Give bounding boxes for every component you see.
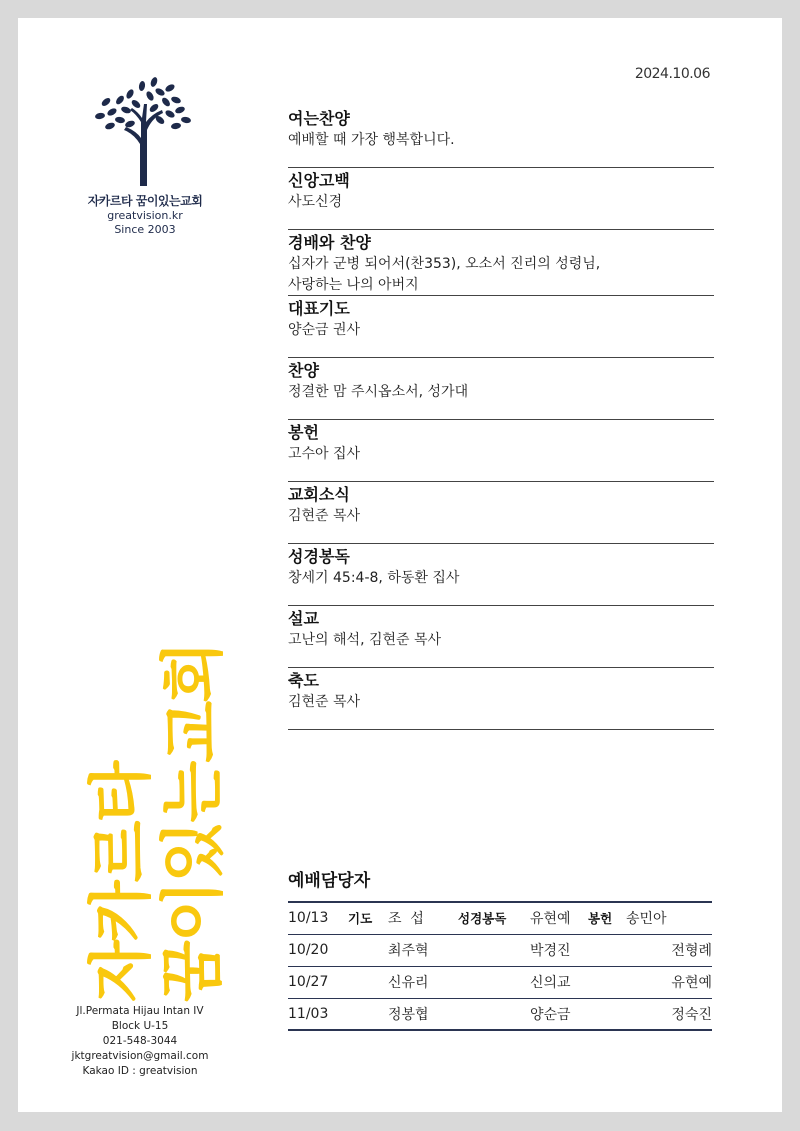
logo-church-name: 자카르타 꿈이있는교회 — [87, 194, 203, 208]
order-item-text: 사도신경 — [288, 194, 343, 210]
vertical-title-line2: 꿈이있는교회 — [157, 643, 231, 1002]
order-item-text: 십자가 군병 되어서(찬353), 오소서 진리의 성령님, — [288, 256, 601, 272]
order-item-text: 김현준 목사 — [288, 694, 361, 710]
bulletin-page — [18, 18, 782, 1112]
order-item-heading: 찬양 — [288, 361, 319, 380]
order-item — [288, 106, 714, 168]
order-item-text: 고난의 해석, 김현준 목사 — [288, 632, 442, 648]
table-row — [288, 966, 712, 998]
duty-prayer: 최주혁 — [388, 934, 458, 966]
duty-prayer: 조 섭 — [388, 902, 458, 934]
order-of-worship — [288, 106, 714, 730]
tree-logo-icon — [90, 74, 200, 186]
logo-site: greatvision.kr — [107, 209, 183, 222]
order-item-heading: 축도 — [288, 671, 319, 690]
contact-email: jktgreatvision@gmail.com — [71, 1050, 209, 1062]
contact-address2: Block U-15 — [111, 1020, 169, 1032]
order-item-text: 사랑하는 나의 아버지 — [288, 277, 419, 293]
duty-offering: 송민아 — [626, 902, 712, 934]
order-item — [288, 606, 714, 668]
duty-date: 10/13 — [288, 902, 348, 934]
duty-reading: 유현예 — [530, 902, 588, 934]
order-item — [288, 168, 714, 230]
duty-reading: 박경진 — [530, 934, 588, 966]
vertical-church-title — [64, 578, 231, 1008]
duty-date: 10/27 — [288, 966, 348, 998]
duty-offering: 전형례 — [626, 934, 712, 966]
duty-reading: 양순금 — [530, 998, 588, 1030]
contact-kakao: Kakao ID : greatvision — [82, 1065, 198, 1077]
order-item-heading: 설교 — [288, 609, 319, 628]
table-row — [288, 934, 712, 966]
contact-phone: 021-548-3044 — [102, 1035, 178, 1047]
table-row — [288, 998, 712, 1030]
order-item-heading: 경배와 찬양 — [288, 233, 371, 252]
vertical-title-line1: 자카르타 — [85, 762, 159, 1002]
duty-date: 11/03 — [288, 998, 348, 1030]
order-item — [288, 296, 714, 358]
prayer-label: 기도 — [348, 902, 388, 934]
order-item-heading: 대표기도 — [288, 299, 350, 318]
order-item-text: 정결한 맘 주시옵소서, 성가대 — [288, 384, 469, 400]
duty-table — [288, 901, 712, 1031]
order-item — [288, 230, 714, 296]
order-item — [288, 358, 714, 420]
order-item-heading: 신앙고백 — [288, 171, 350, 190]
order-item-text: 창세기 45:4-8, 하동환 집사 — [288, 570, 460, 586]
order-item-text: 김현준 목사 — [288, 508, 361, 524]
duty-offering: 정숙진 — [626, 998, 712, 1030]
order-item-heading: 교회소식 — [288, 485, 350, 504]
duty-reading: 신의교 — [530, 966, 588, 998]
order-item — [288, 668, 714, 730]
order-item-text: 예배할 때 가장 행복합니다. — [288, 132, 455, 148]
order-item-heading: 여는찬양 — [288, 109, 350, 128]
order-item — [288, 482, 714, 544]
bulletin-date: 2024.10.06 — [634, 66, 710, 82]
reading-label: 성경봉독 — [458, 902, 530, 934]
duty-offering: 유현예 — [626, 966, 712, 998]
logo-since: Since 2003 — [114, 223, 176, 236]
offering-label: 봉헌 — [588, 902, 626, 934]
order-item-heading: 성경봉독 — [288, 547, 350, 566]
duty-prayer: 신유리 — [388, 966, 458, 998]
order-item-text: 양순금 권사 — [288, 322, 361, 338]
order-item — [288, 420, 714, 482]
duty-prayer: 정봉협 — [388, 998, 458, 1030]
duty-heading: 예배담당자 — [288, 871, 371, 891]
worship-duty-section — [288, 866, 712, 1031]
duty-date: 10/20 — [288, 934, 348, 966]
contact-info — [58, 1004, 222, 1079]
order-item — [288, 544, 714, 606]
church-logo — [80, 74, 210, 237]
contact-address1: Jl.Permata Hijau Intan IV — [76, 1005, 204, 1017]
table-row — [288, 902, 712, 934]
order-item-heading: 봉헌 — [288, 423, 319, 442]
order-item-text: 고수아 집사 — [288, 446, 361, 462]
